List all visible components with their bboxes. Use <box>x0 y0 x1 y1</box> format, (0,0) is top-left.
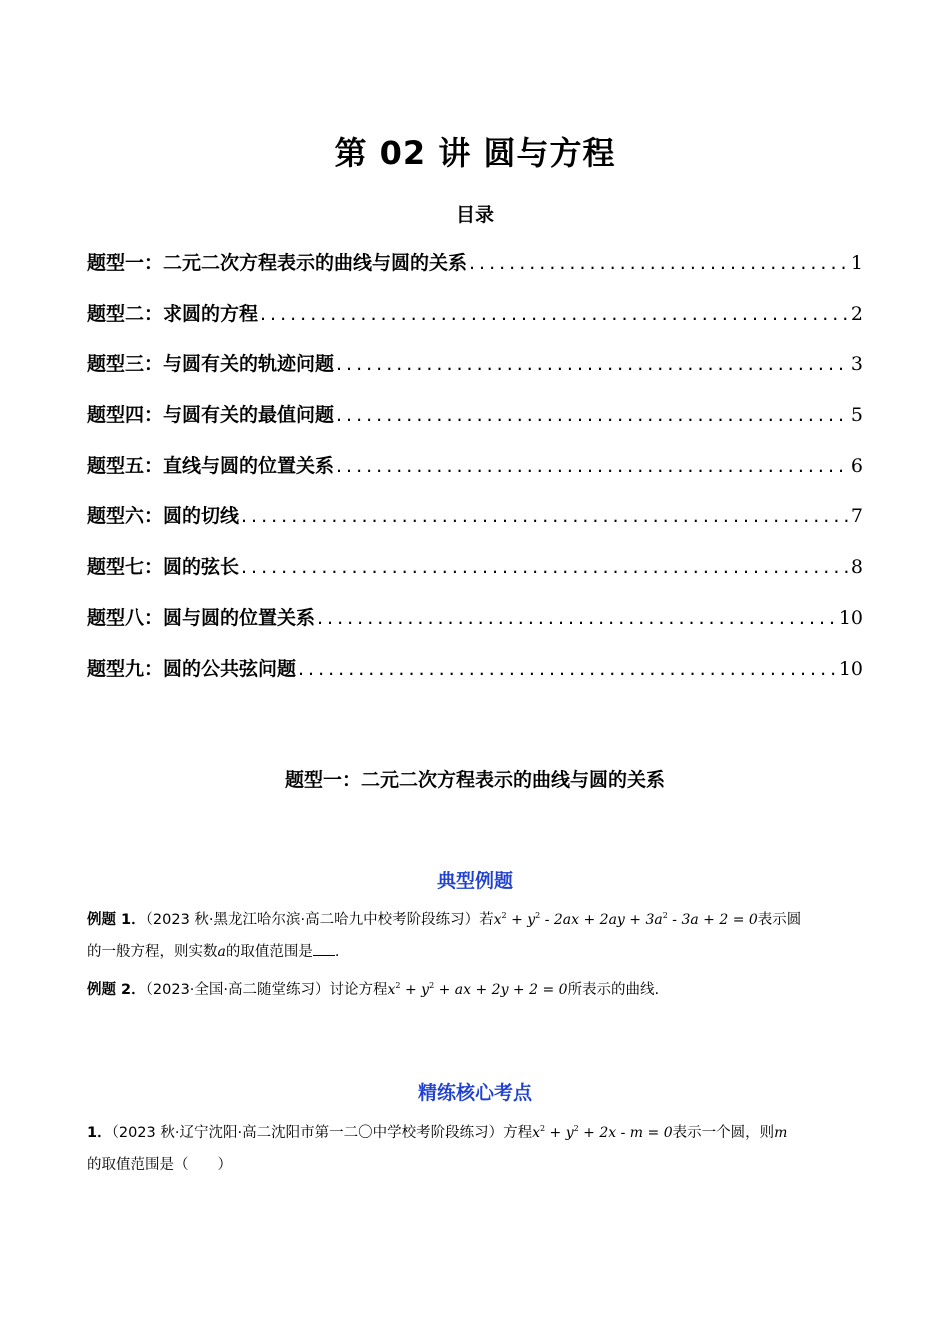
toc-item-page: 3 <box>850 353 863 376</box>
example-source: （2023·全国·高二随堂练习）讨论方程 <box>145 982 388 998</box>
toc-item-page: 7 <box>850 505 863 528</box>
example-text: . <box>334 944 340 960</box>
toc-item-page: 1 <box>850 252 863 274</box>
toc-item[interactable] <box>87 400 863 451</box>
answer-blank <box>313 941 335 956</box>
toc-item-page: 8 <box>850 556 863 579</box>
toc-item[interactable] <box>87 654 863 705</box>
example-text: 所表示的曲线. <box>567 982 660 998</box>
toc-item-page: 10 <box>838 606 863 629</box>
toc-leader <box>336 404 849 426</box>
toc-item-label: 题型八：圆与圆的位置关系 <box>87 606 316 629</box>
toc-item[interactable] <box>87 299 863 350</box>
toc-item-page: 2 <box>850 302 863 325</box>
page-title: 第 02 讲 圆与方程 <box>334 134 616 172</box>
toc-item[interactable] <box>87 552 863 603</box>
example-source: （2023 秋·黑龙江哈尔滨·高二哈九中校考阶段练习）若 <box>145 912 494 928</box>
toc-item-label: 题型五：直线与圆的位置关系 <box>87 454 335 477</box>
toc-item[interactable] <box>87 248 863 299</box>
practice-heading: 精练核心考点 <box>417 1082 532 1104</box>
toc-item[interactable] <box>87 501 863 552</box>
toc-item-page: 6 <box>850 454 863 477</box>
toc-item-label: 题型三：与圆有关的轨迹问题 <box>87 353 335 376</box>
toc-leader <box>298 658 837 680</box>
equation: $x^2 + y^2$ + ax + 2y + 2 = 0 <box>387 981 568 998</box>
practice-text: 的取值范围是（ ） <box>87 1157 232 1173</box>
example-label: 例题 1． <box>87 912 146 928</box>
example-text: 表示圆 <box>757 912 802 928</box>
example-2 <box>87 970 863 1006</box>
toc-item-label: 题型二：求圆的方程 <box>87 302 259 325</box>
example-label: 例题 2． <box>87 982 146 998</box>
toc-leader <box>317 607 837 629</box>
toc-item-label: 题型九：圆的公共弦问题 <box>87 657 297 680</box>
toc-item-page: 5 <box>850 404 863 427</box>
toc-leader <box>336 455 849 477</box>
toc-item-label: 题型四：与圆有关的最值问题 <box>87 404 335 427</box>
equation: $x^2 + y^2 - 2ax + 2ay + 3a^2 - 3a + 2 = 0$ <box>493 911 758 928</box>
toc-leader <box>241 556 849 578</box>
example-text: 的一般方程，则实数 <box>87 944 218 960</box>
toc-item-label: 题型六：圆的切线 <box>87 505 240 528</box>
variable: m <box>774 1125 788 1141</box>
example-text: 的取值范围是 <box>225 944 313 960</box>
toc-heading: 目录 <box>455 204 494 226</box>
practice-text: 表示一个圆，则 <box>672 1125 775 1141</box>
example-1 <box>87 900 863 968</box>
toc-leader <box>260 303 849 325</box>
toc-leader <box>241 505 849 527</box>
toc-item-page: 10 <box>838 657 863 680</box>
section-title: 题型一：二元二次方程表示的曲线与圆的关系 <box>284 769 665 791</box>
variable: a <box>217 944 226 960</box>
toc-leader <box>336 353 849 375</box>
toc-item[interactable] <box>87 349 863 400</box>
typical-examples-heading: 典型例题 <box>436 870 513 892</box>
toc-item-label: 题型一：二元二次方程表示的曲线与圆的关系 <box>87 252 468 274</box>
table-of-contents <box>87 248 863 704</box>
equation: $x^2 + y^2 + 2x - m = 0$ <box>532 1124 673 1141</box>
practice-source: （2023 秋·辽宁沈阳·高二沈阳市第一二〇中学校考阶段练习）方程 <box>111 1125 533 1141</box>
toc-leader <box>469 252 849 274</box>
toc-item-label: 题型七：圆的弦长 <box>87 556 240 579</box>
practice-1 <box>87 1113 863 1181</box>
practice-label: 1． <box>87 1125 112 1141</box>
toc-item[interactable] <box>87 603 863 654</box>
toc-item[interactable] <box>87 451 863 502</box>
